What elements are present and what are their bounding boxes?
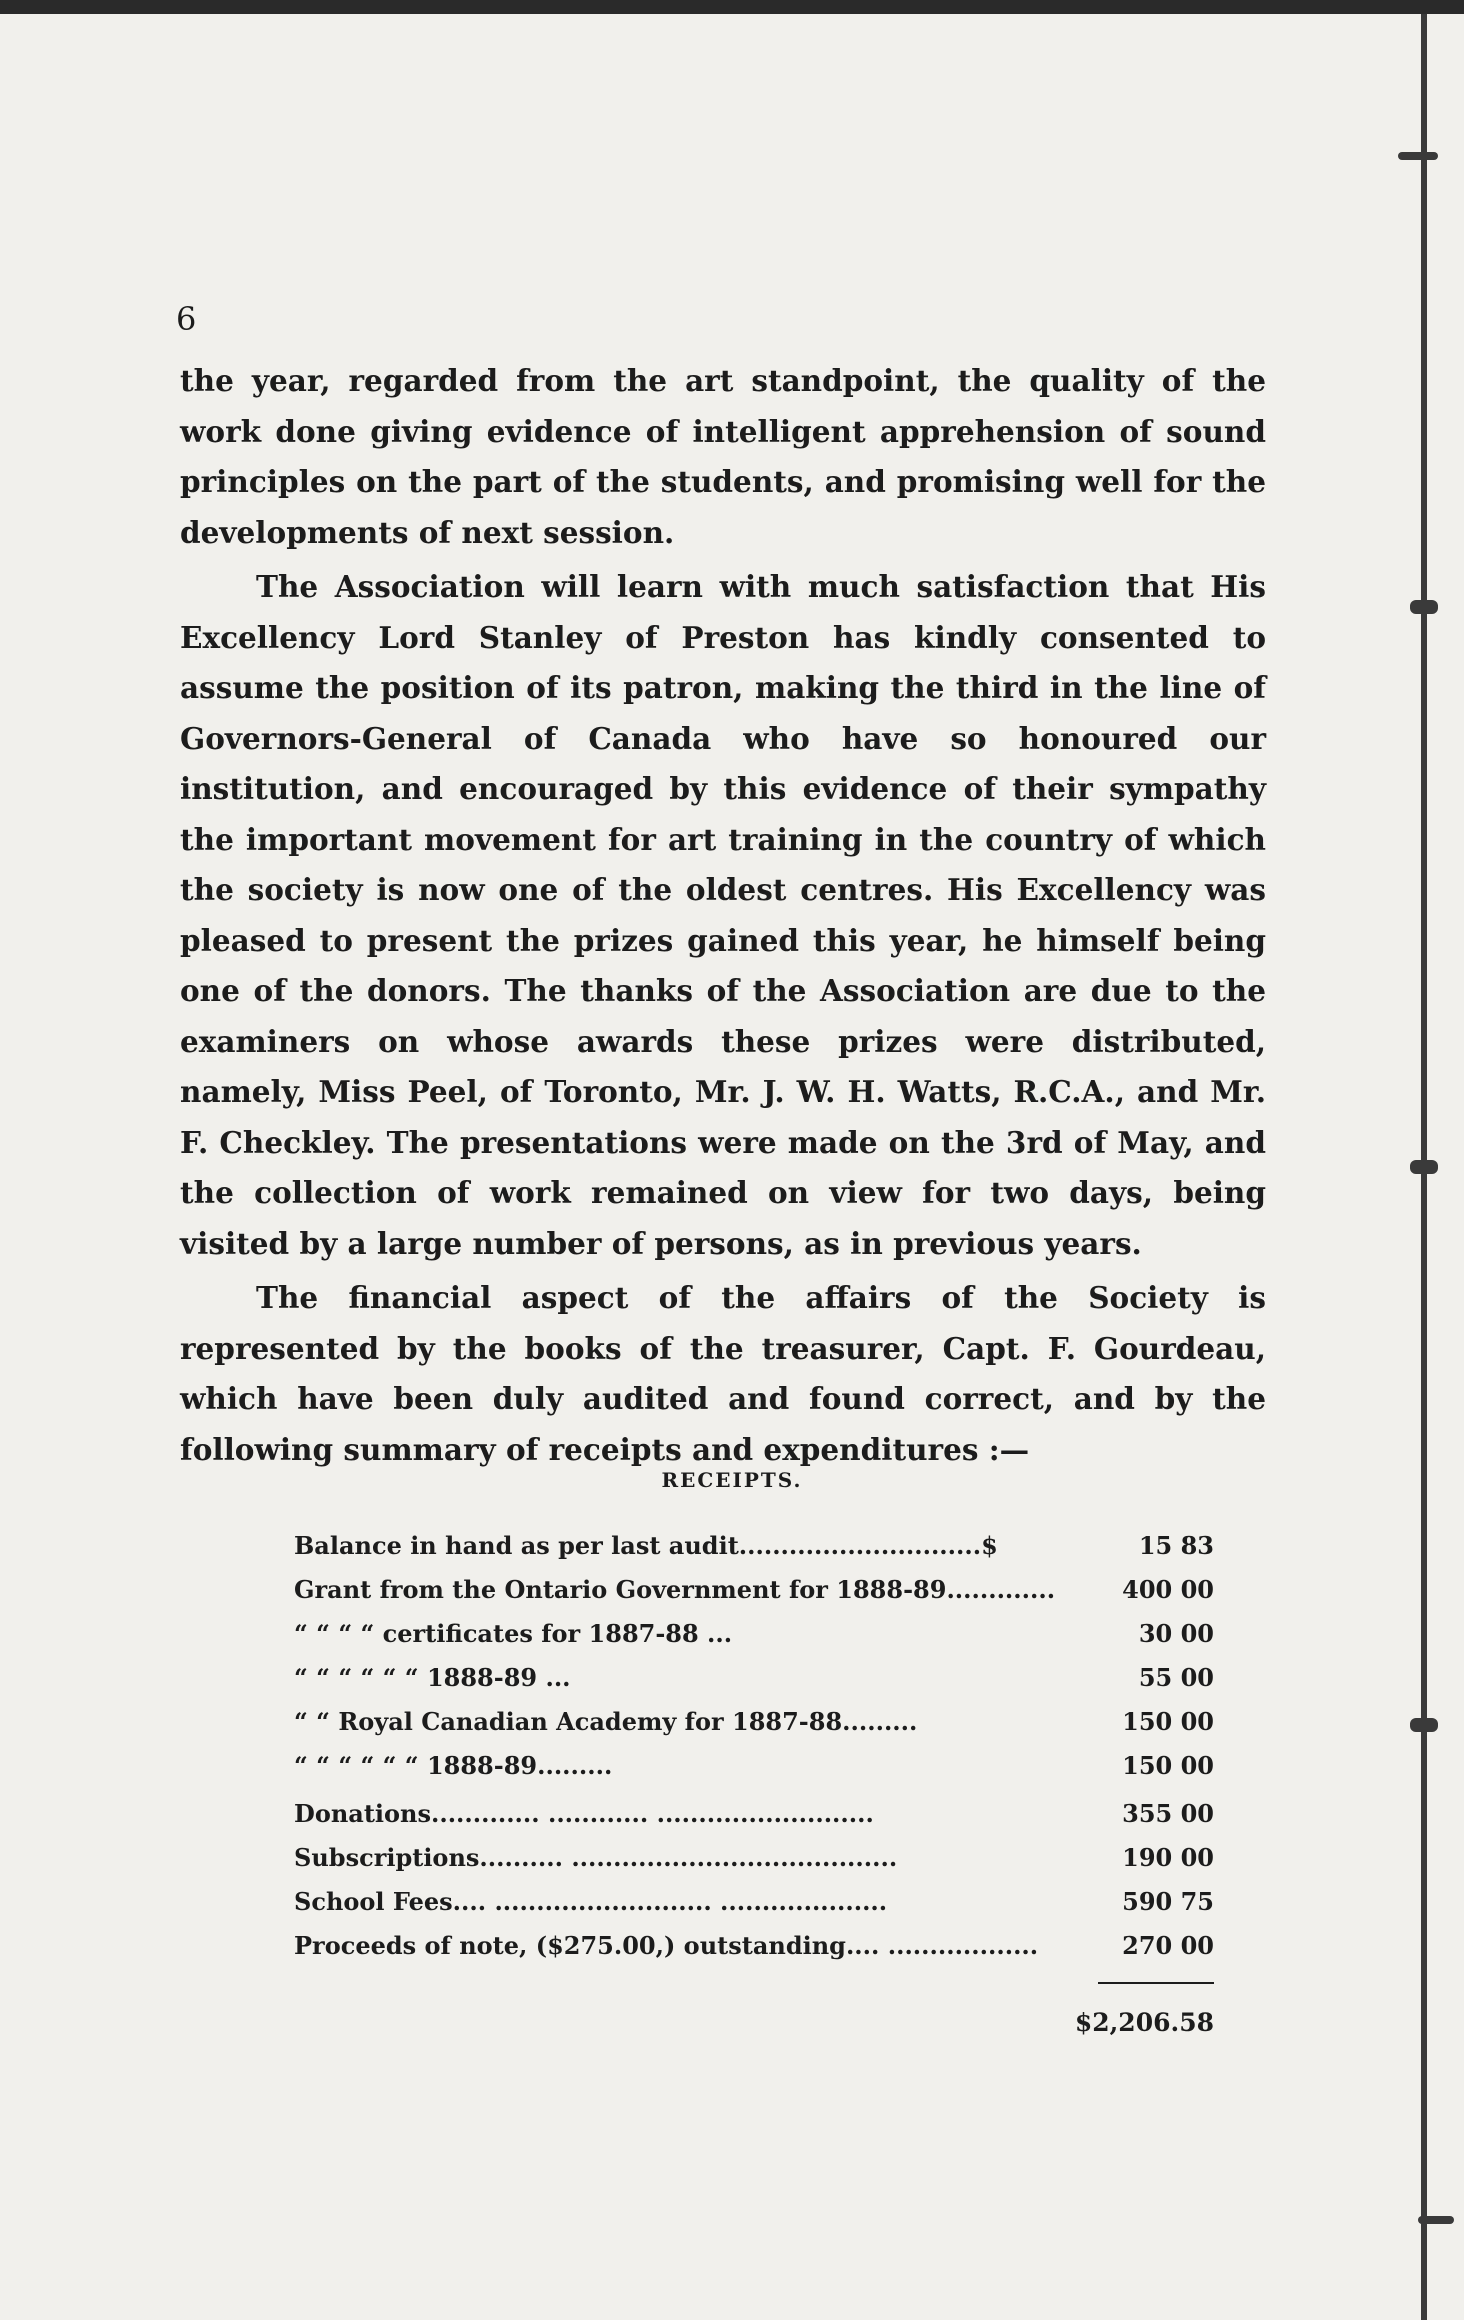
receipt-label: School Fees.... .......................... ....................	[294, 1887, 888, 1916]
scan-top-edge	[0, 0, 1464, 14]
receipt-amount: 355 00	[1122, 1799, 1214, 1828]
receipt-label: Donations............. ............ ..........................	[294, 1799, 874, 1828]
receipt-amount: 55 00	[1138, 1663, 1214, 1692]
binding-clip-mark	[1410, 600, 1438, 614]
receipt-row	[294, 1700, 1214, 1744]
binding-clip-mark	[1410, 1718, 1438, 1732]
receipt-label: Grant from the Ontario Government for 1888-89.............	[294, 1575, 1056, 1604]
receipt-row	[294, 1836, 1214, 1880]
body-text	[180, 356, 1266, 1479]
paragraph: The Association will learn with much satisfaction that His Excellency Lord Stanley of Preston has kindly consented to assume the position of its patron, making the third in the line of Governors-General of Canada who have so honoured our institution, and encouraged by this evidence of their sympathy the important movement for art training in the country of which the society is now one of the oldest centres. His Excellency was pleased to present the prizes gained this year, he himself being one of the donors. The thanks of the Association are due to the examiners on whose awards these prizes were distributed, namely, Miss Peel, of Toronto, Mr. J. W. H. Watts, R.C.A., and Mr. F. Checkley. The presentations were made on the 3rd of May, and the collection of work remained on view for two days, being visited by a large number of persons, as in previous years.	[180, 569, 1266, 1261]
receipt-row	[294, 1656, 1214, 1700]
receipt-row	[294, 1568, 1214, 1612]
receipt-amount: 590 75	[1122, 1887, 1214, 1916]
binding-clip-mark	[1410, 1160, 1438, 1174]
receipt-label: Balance in hand as per last audit.............................$	[294, 1531, 998, 1560]
receipt-row	[294, 1612, 1214, 1656]
receipt-row	[294, 1792, 1214, 1836]
receipt-row	[294, 1744, 1214, 1788]
receipts-total: $2,206.58	[1074, 2008, 1214, 2037]
receipt-amount: 150 00	[1122, 1707, 1214, 1736]
paragraph: The financial aspect of the affairs of the Society is represented by the books of the treasurer, Capt. F. Gourdeau, which have been duly audited and found correct, and by the following summary of receipts and expenditures :—	[180, 1280, 1266, 1467]
receipt-amount: 150 00	[1122, 1751, 1214, 1780]
receipt-label: “ “ “ “ “ “ 1888-89.........	[294, 1751, 613, 1780]
receipt-label: “ “ Royal Canadian Academy for 1887-88.........	[294, 1707, 918, 1736]
binding-clip-mark	[1418, 2216, 1454, 2224]
receipt-amount: 270 00	[1122, 1931, 1214, 1960]
paragraph: the year, regarded from the art standpoint, the quality of the work done giving evidence of intelligent apprehension of sound principles on the part of the students, and promising well for the developments of next session.	[180, 363, 1266, 550]
receipt-row	[294, 1924, 1214, 1968]
receipt-row	[294, 1880, 1214, 1924]
receipt-amount: 190 00	[1122, 1843, 1214, 1872]
receipts-heading: RECEIPTS.	[661, 1468, 803, 1492]
receipt-row	[294, 1524, 1214, 1568]
receipt-label: Proceeds of note, ($275.00,) outstanding.... ..................	[294, 1931, 1039, 1960]
page-number: 6	[176, 300, 197, 338]
receipt-amount: 400 00	[1122, 1575, 1214, 1604]
receipt-label: “ “ “ “ certificates for 1887-88 ...	[294, 1619, 733, 1648]
receipts-table	[294, 1524, 1214, 2044]
receipt-amount: 30 00	[1138, 1619, 1214, 1648]
receipt-label: Subscriptions.......... .......................................	[294, 1843, 898, 1872]
receipt-amount: 15 83	[1138, 1531, 1214, 1560]
binding-clip-mark	[1398, 152, 1438, 160]
receipt-label: “ “ “ “ “ “ 1888-89 ...	[294, 1663, 571, 1692]
total-rule	[1098, 1982, 1214, 1984]
